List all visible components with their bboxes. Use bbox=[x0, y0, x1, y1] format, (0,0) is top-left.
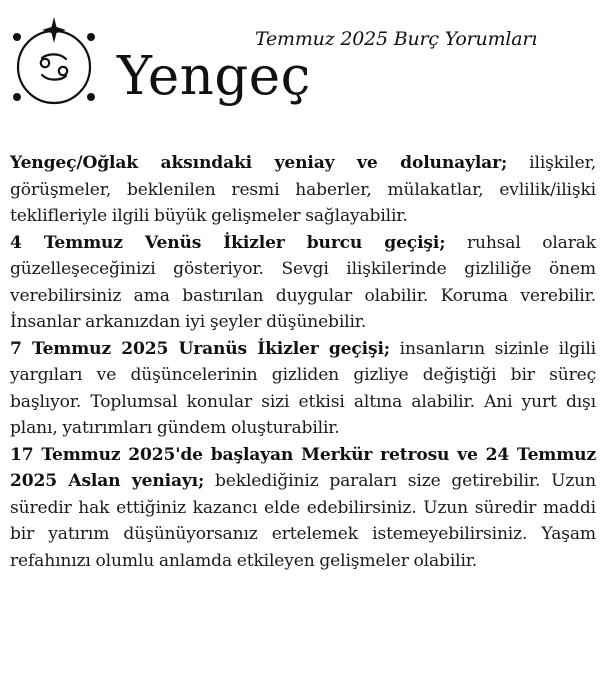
page-title: Yengeç bbox=[117, 46, 311, 107]
horoscope-body bbox=[10, 150, 596, 574]
paragraph-yeniay-dolunay bbox=[10, 150, 596, 230]
paragraph-lead: 7 Temmuz 2025 Uranüs İkizler geçişi; bbox=[10, 338, 390, 359]
paragraph-mercury-retro bbox=[10, 442, 596, 575]
page-subtitle: Temmuz 2025 Burç Yorumları bbox=[255, 28, 538, 50]
paragraph-text: ruhsal olarak güzelleşeceğinizi gösteriyor. Sevgi ilişkilerinde gizliliğe önem verebilirsiniz ama bastırılan duygular olabilir. Koruma verebilir. İnsanlar arkanızdan iyi şeyler düşünebilir. bbox=[10, 232, 596, 332]
header bbox=[0, 0, 605, 150]
paragraph-lead: 4 Temmuz Venüs İkizler burcu geçişi; bbox=[10, 232, 446, 253]
paragraph-text: insanların sizinle ilgili yargıları ve düşüncelerinin gizliden gizliye değiştiği bir süreç başlıyor. Toplumsal konular sizi etkisi altına alabilir. Ani yurt dışı planı, yatırımları gündem oluşturabilir. bbox=[10, 338, 596, 438]
paragraph-uranus-transit bbox=[10, 336, 596, 442]
paragraph-text: beklediğiniz paraları size getirebilir. Uzun süredir hak ettiğiniz kazancı elde edebilirsiniz. Uzun süredir maddi bir yatırım düşünüyorsanız ertelemek istemeyebilirsiniz. Yaşam refahınızı olumlu anlamda etkileyen gelişmeler olabilir. bbox=[10, 471, 596, 571]
cancer-zodiac-icon bbox=[8, 12, 102, 116]
paragraph-text: ilişkiler, görüşmeler, beklenilen resmi haberler, mülakatlar, evlilik/ilişki teklifleriyle ilgili büyük gelişmeler sağlayabilir. bbox=[10, 153, 596, 226]
paragraph-venus-transit bbox=[10, 230, 596, 336]
paragraph-lead: 17 Temmuz 2025'de başlayan Merkür retrosu ve 24 Temmuz 2025 Aslan yeniayı; bbox=[10, 444, 596, 491]
paragraph-lead: Yengeç/Oğlak aksındaki yeniay ve dolunaylar; bbox=[10, 153, 508, 173]
